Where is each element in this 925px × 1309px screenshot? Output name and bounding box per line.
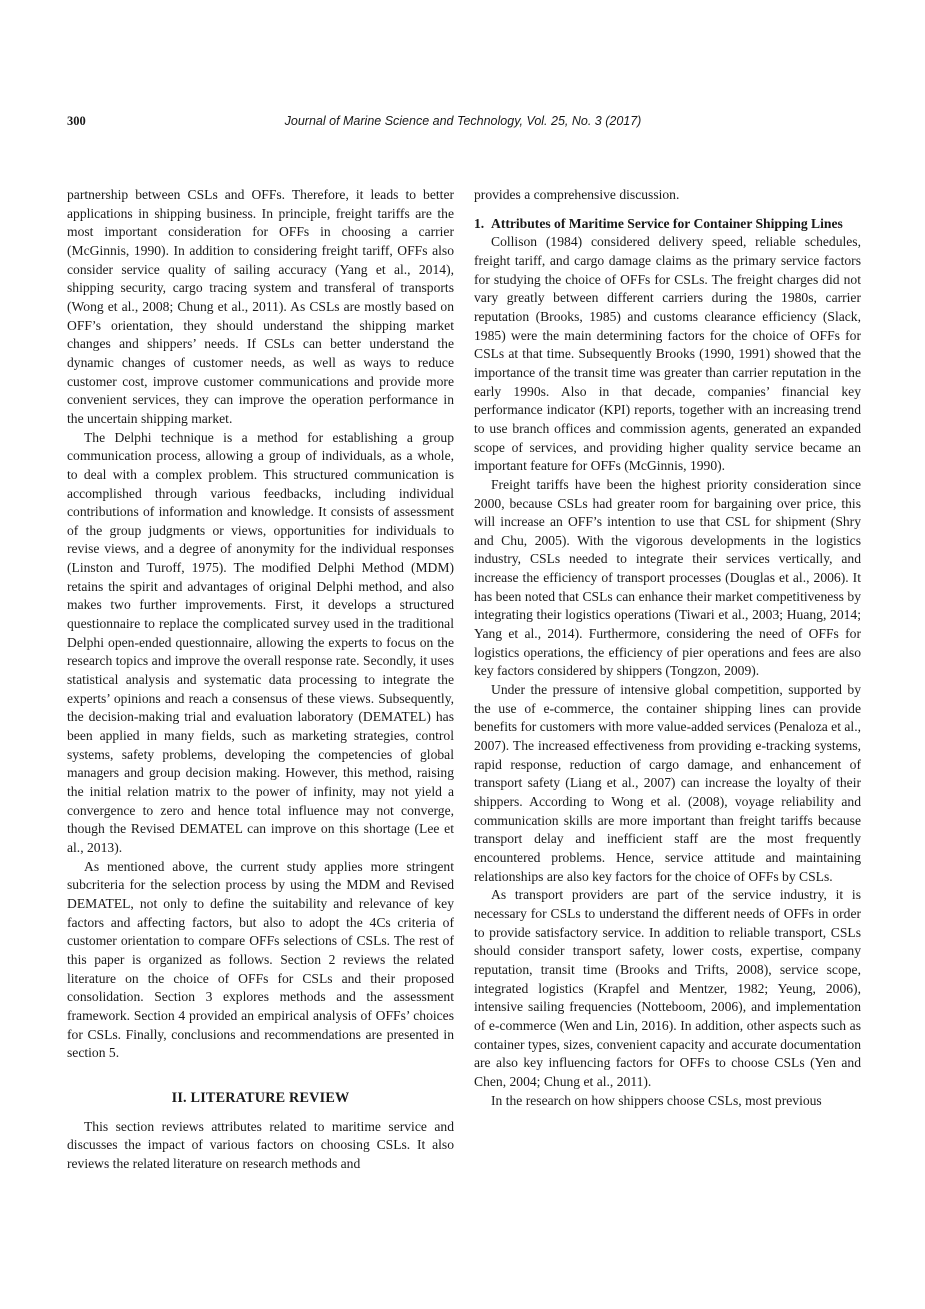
body-paragraph: Under the pressure of intensive global competition, supported by the use of e-commerce, the container shipping lines can provide benefits for customers with more value-added services (Penaloza et al., 2007). The increased effectiveness from providing e-tracking systems, rapid response, reduction of cargo damage, and enhancement of transport safety (Liang et al., 2007) can increase the loyalty of their shippers. According to Wong et al. (2008), voyage reliability and communication skills are more important than freight tariffs because transport delay and inefficient staff are the most frequently encountered problems. Hence, service attitude and maintaining relationships are also key factors for the choice of OFFs by CSLs. [474,682,861,884]
body-paragraph: The Delphi technique is a method for establishing a group communication process, allowing a group of individuals, as a whole, to deal with a complex problem. This structured communication is accomplished through various feedbacks, including individual contributions of information and knowledge. It consists of assessment of the group judgments or views, opportunities for individuals to revise views, and a degree of anonymity for the individual responses (Linston and Turoff, 1975). The modified Delphi Method (MDM) retains the spirit and advantages of original Delphi method, and also makes two further improvements. First, it develops a structured questionnaire to replace the complicated survey used in the traditional Delphi open-ended questionnaire, allowing the experts to focus on the research topics and improve the overall response rate. Secondly, it uses statistical analysis and systematic data processing to integrate the experts’ opinions and reach a consensus of these views. Subsequently, the decision-making trial and evaluation laboratory (DEMATEL) has been applied in many fields, such as marketing strategies, control systems, safety problems, developing the competencies of global managers and group decision making. However, this method, raising the initial relation matrix to the power of infinity, may not yield a convergence to zero and hence total influence may not converge, though the Revised DEMATEL can improve on this shortage (Lee et al., 2013). [67,429,454,855]
subsection-title: Attributes of Maritime Service for Container Shipping Lines [491,215,843,231]
right-column [474,186,861,1110]
body-paragraph: Freight tariffs have been the highest priority consideration since 2000, because CSLs had greater room for bargaining over price, this will increase an OFF’s intention to use that CSL for shipment (Shry and Chu, 2005). With the vigorous developments in the logistics industry, CSLs needed to integrate their services vertically, and increase the efficiency of transport processes (Douglas et al., 2006). It has been noted that CSLs can enhance their market competitiveness by integrating their logistics operations (Tiwari et al., 2003; Huang, 2014; Yang et al., 2014). Furthermore, considering the need of OFFs for logistics operations, the efficiency of pier operations and fees are also key factors considered by shippers (Tongzon, 2009). [474,476,861,679]
body-paragraph: As transport providers are part of the service industry, it is necessary for CSLs to understand the different needs of OFFs in order to provide satisfactory service. In addition to reliable transport, CSLs should consider transport safety, lower costs, expertise, company reputation, transit time (Brooks and Trifts, 2008), service scope, integrated logistics (Krapfel and Mentzer, 1982; Yeung, 2006), intensive sailing frequencies (Notteboom, 2006), and implementation of e-commerce (Wen and Lin, 2016). In addition, other aspects such as container types, sizes, convenient capacity and accurate documentation are also key influencing factors for OFFs to choose CSLs (Yen and Chen, 2004; Chung et al., 2011). [474,887,861,1089]
body-paragraph: This section reviews attributes related to maritime service and discusses the impact of various factors on choosing CSLs. It also reviews the related literature on research methods and [67,1118,454,1171]
subsection-number: 1. [474,215,485,231]
left-column [67,186,454,1173]
page-header [67,114,859,134]
body-paragraph: As mentioned above, the current study applies more stringent subcriteria for the selection process by using the MDM and Revised DEMATEL, not only to define the suitability and relevance of key factors and affecting factors, but also to adopt the 4Cs criteria of customer orientation to compare OFFs selections of CSLs. The rest of this paper is organized as follows. Section 2 reviews the related literature on the choice of OFFs for CSLs and their proposed consolidation. Section 3 explores methods and the assessment framework. Section 4 provided an empirical analysis of OFFs’ choices for CSLs. Finally, conclusions and recommendations are presented in section 5. [67,858,454,1061]
section-title: II. LITERATURE REVIEW [171,1089,350,1106]
subsection-heading [474,215,861,234]
body-paragraph: Collison (1984) considered delivery speed, reliable schedules, freight tariff, and cargo damage claims as the primary service factors for studying the choice of OFFs for CSLs. The freight charges did not vary greatly between different carriers during the 1980s, carrier reputation (Brooks, 1985) and customs clearance efficiency (Slack, 1985) were the main determining factors for the choice of OFFs for CSLs at that time. Subsequently Brooks (1990, 1991) showed that the importance of the transit time was greater than carrier reputation in the early 1990s. Also in that decade, companies’ financial key performance indicator (KPI) reports, together with an increasing trend to use branch offices and commission agents, generated an expanded scope of services, and providing higher quality service became an important feature for OFFs (McGinnis, 1990). [474,234,861,474]
journal-citation: Journal of Marine Science and Technology, Vol. 25, No. 3 (2017) [284,114,642,128]
body-paragraph: provides a comprehensive discussion. [474,187,680,202]
body-paragraph: In the research on how shippers choose CSLs, most previous [491,1092,822,1108]
page-number: 300 [67,114,86,128]
body-paragraph: partnership between CSLs and OFFs. Therefore, it leads to better applications in shipping business. In principle, freight tariffs are the most important consideration for OFFs in choosing a carrier (McGinnis, 1990). In addition to considering freight tariff, OFFs also consider service quality of sailing accuracy (Yang et al., 2014), shipping security, cargo tracing system and transferal of transports (Wong et al., 2008; Chung et al., 2011). As CSLs are mostly based on OFF’s orientation, they should understand the shipping market changes and shippers’ needs. If CSLs can better understand the dynamic changes of customer needs, as well as ways to reduce customer cost, improve customer communications and provide more convenient services, they can improve the operation performance in the uncertain shipping market. [67,187,454,426]
